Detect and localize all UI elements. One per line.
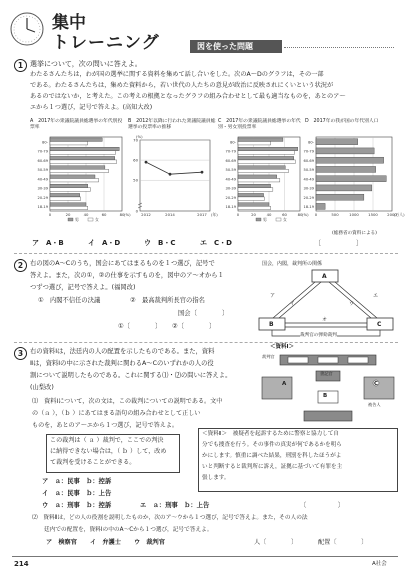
chart-B-ytick: 50 <box>133 177 138 183</box>
chart-D-category-label: 60-69 <box>303 158 314 163</box>
q1-line-5: エから１つ選び，記号で答えよ。(高知大改) <box>30 104 153 111</box>
chart-B-unit: (%) <box>136 134 143 139</box>
chart-A-category-label: 20-29 <box>37 195 48 200</box>
chart-A-bar <box>50 166 105 170</box>
chart-A-bar <box>50 175 95 179</box>
chart-C-xtick: 20 <box>251 212 256 217</box>
q3-answer-person[interactable]: 人〔 〕 <box>254 539 298 546</box>
chart-C-category-label: 40-49 <box>225 177 236 182</box>
chart-C-bar <box>238 184 271 188</box>
chart-C-category-label: 70-79 <box>225 149 236 154</box>
chart-D-xtick: 2000 <box>387 212 397 217</box>
chart-D-category-label: 50-59 <box>303 168 314 173</box>
q3-sub1-line-3: ものを，あとのア～エから１つ選び，記号で答えよ。 <box>32 422 179 429</box>
chart-A-bar <box>50 203 86 207</box>
chart-B-xtick: 2012 <box>141 212 151 217</box>
chart-C-category-label: 20-29 <box>225 195 236 200</box>
chart-D-bar <box>316 194 364 200</box>
question-2-number: 2 <box>14 259 27 272</box>
chart-A-bar <box>50 160 117 164</box>
q2-fig-box-a: A <box>322 273 327 280</box>
divider <box>14 253 398 254</box>
chart-D-category-label: 20-29 <box>303 195 314 200</box>
q3-sub2-choice-u: ウ 裁判官 <box>134 539 165 546</box>
chart-A-bar <box>50 188 91 192</box>
chart-C-bar <box>238 166 285 170</box>
chart-C-legend-female: 女 <box>283 217 287 222</box>
chart-D-bar <box>316 203 325 209</box>
q1-line-3: である。わたるさんたちは，集めた資料から，若い世代の人たちの意見が政治に反映されにくいという状況が <box>30 82 334 89</box>
chart-C-bar <box>238 151 295 155</box>
chart-D-unit: (万人) <box>394 212 405 217</box>
q3-sub2-line-1: ⑵ 資料Ⅱは，どの人の役割を説明したものか，次のア～ウから１つ選び，記号で答えよ。また，その人の法 <box>32 515 308 521</box>
q2-fig-label-u: ウ <box>349 301 355 307</box>
footer-rule <box>12 556 398 557</box>
q3-choice-e: エ ａ：刑事 ｂ：上告 <box>140 502 210 509</box>
q1-line-1: 選挙について，次の問いに答えよ。 <box>30 60 142 68</box>
q3-answer-1[interactable]: 〔 〕 <box>300 502 345 509</box>
q3-line-3: 割について説明したものである。これに関する⑴・⑵の問いに答えよ。 <box>30 372 232 379</box>
chart-D-category-label: 80- <box>308 140 314 145</box>
chart-D-bar <box>316 139 358 145</box>
chart-A-xtick: 60 <box>101 212 107 217</box>
quote-line-1: この裁判は（ ａ ）裁判で，ここでの判決 <box>50 437 164 444</box>
chart-C-legend-swatch <box>256 218 261 221</box>
chart-A-category-label: 80- <box>42 140 48 145</box>
chart-D-bar <box>316 166 376 172</box>
chart-C-bar <box>238 156 294 160</box>
chart-A-unit: (%) <box>124 212 131 217</box>
chart-D-category-label: 70-79 <box>303 149 314 154</box>
chart-c-title: C 2017年の衆議院議員総選挙の年代別・男女別投票率 <box>218 119 301 131</box>
courtroom-label-c: C <box>374 381 379 387</box>
q3-sub1-line-1: ⑴ 資料Ⅰについて，次の文は，この裁判についての説明である。文中 <box>32 398 223 405</box>
chart-D-category-label: 18-19 <box>303 205 314 210</box>
chart-A-bar <box>50 147 119 151</box>
chart-A-category-label: 60-69 <box>37 158 48 163</box>
chart-b-title: B 2012年以降に行われた衆議院議員総選挙の投票率の推移 <box>128 119 216 131</box>
chart-A-legend-swatch <box>88 218 93 221</box>
shiryo1-label: ＜資料Ⅰ＞ <box>270 344 295 350</box>
chart-A-category-label: 18-19 <box>37 205 48 210</box>
chart-C-bar <box>238 188 273 192</box>
section-title: 図を使った問題 <box>197 42 253 51</box>
chart-d-title: D 2017年の我が国の年代別人口 <box>305 119 379 124</box>
chart-source: (総務省の資料による) <box>332 231 377 236</box>
chart-B-ytick: 60 <box>133 157 138 163</box>
chart-D-bar <box>316 185 372 191</box>
chart-A-category-label: 40-49 <box>37 177 48 182</box>
q3-line-2: Ⅱは，資料Ⅰの中に示された裁判に関わるA～Cのいずれかの人の役 <box>30 360 214 367</box>
chart-C-bar <box>238 169 288 173</box>
courtroom-label-defendant: 被告人 <box>368 402 381 407</box>
chart-C-bar <box>238 203 269 207</box>
chart-A-bar <box>50 193 80 197</box>
q2-fig-label-e: エ <box>373 293 379 299</box>
chart-C-xtick: 60 <box>282 212 287 217</box>
chart-C-bar <box>238 193 264 197</box>
q1-line-4: あるのではないか，と考えた。この考えの根拠となったグラフの組み合わせとして最も適当なものを，あとのア～ <box>30 93 346 100</box>
shiryo2-line-4: いと判断すると裁判所に訴え，証拠に基づいて有罪を主 <box>202 464 343 470</box>
q3-sub2-choice-i: イ 弁護士 <box>90 539 121 546</box>
chart-B-ytick: 70 <box>133 137 138 143</box>
chart-C-bar <box>238 138 283 142</box>
quote-line-3: て裁判を受けることができる。 <box>50 459 136 466</box>
q1-choice-u: ウ B・C <box>144 239 176 247</box>
q3-line-1: 右の資料Ⅰは，法廷内の人の配置を示したものである。また，資料 <box>30 348 215 355</box>
chart-B-xtick: 2017 <box>197 212 207 217</box>
q1-choice-e: エ C・D <box>200 239 232 247</box>
courtroom-label-a: A <box>282 381 287 387</box>
chart-C-category-label: 18-19 <box>225 205 236 210</box>
q3-choice-a: ア ａ：民事 ｂ：控訴 <box>42 478 112 485</box>
chart-A-bar <box>50 156 115 160</box>
q2-line-1: 右の図のA～Cのうち，国会にあてはまるものを１つ選び，記号で <box>30 260 215 267</box>
chart-A-legend-female: 女 <box>95 217 99 222</box>
q2-answer-kokkai[interactable]: 国会〔 〕 <box>178 310 229 317</box>
chart-A-bar <box>50 206 88 210</box>
q3-sub2-choice-a: ア 検察官 <box>46 539 77 546</box>
q2-fig-label-o: オ <box>322 317 328 323</box>
q2-fig-box-c: C <box>377 321 382 328</box>
chart-D-xtick: 500 <box>331 212 339 217</box>
chart-A-bar <box>50 169 109 173</box>
q2-figure-title: 国会，内閣，裁判所の関係 <box>262 261 323 267</box>
chart-C-bar <box>238 206 271 210</box>
chart-C-category-label: 60-69 <box>225 158 236 163</box>
shiryo2-line-1: ＜資料Ⅱ＞ 被疑者を起訴するために警察と協力して自 <box>202 431 340 437</box>
chart-A-legend-swatch <box>68 218 73 221</box>
page-title-line2: トレーニング <box>52 33 160 53</box>
chart-C-xtick: 80 <box>297 212 303 217</box>
chart-B-ytick: 0 <box>135 208 138 214</box>
chart-D-xtick: 1000 <box>349 212 359 217</box>
courtroom-label-clerk: 書記官 <box>320 371 333 376</box>
chart-B-point <box>145 161 148 164</box>
chart-C-bar <box>238 178 280 182</box>
chart-A-xtick: 40 <box>83 212 89 217</box>
chart-A-bar <box>50 138 102 142</box>
chart-D-category-label: 30-39 <box>303 186 314 191</box>
chart-C-bar <box>238 160 295 164</box>
q3-sub1-line-2: の（ａ ），（ｂ ）にあてはまる語句の組み合わせとして正しい <box>32 410 201 417</box>
chart-A-xtick: 80 <box>119 212 125 217</box>
chart-B-frame <box>140 140 210 211</box>
q3-sub2-line-2: 廷内での配置を，資料Ⅰの中のA～Cから１つ選び，記号で答えよ。 <box>44 527 213 533</box>
q2-item-2: ② 最高裁判所長官の指名 <box>130 297 205 304</box>
shiryo2-line-3: かにします。慎重に調べた結果，刑罰を科したほうがよ <box>202 453 342 459</box>
q2-answer-1[interactable]: ①〔 〕 <box>118 323 162 330</box>
chart-B-xlabel: (年) <box>211 212 218 217</box>
question-3-number: 3 <box>14 347 27 360</box>
chart-A-bar <box>50 184 88 188</box>
q2-item-1: ① 内閣不信任の決議 <box>38 297 101 304</box>
chart-A-bar <box>50 151 116 155</box>
chart-C-xtick: 40 <box>266 212 272 217</box>
chart-A-category-label: 30-39 <box>37 186 48 191</box>
chart-A-category-label: 50-59 <box>37 168 48 173</box>
chart-A-xtick: 20 <box>65 212 71 217</box>
q1-answer-box[interactable]: 〔 〕 <box>314 239 363 247</box>
q2-figure <box>255 268 400 340</box>
chart-D-category-label: 40-49 <box>303 177 314 182</box>
footer-label: A社会 <box>372 561 387 567</box>
q1-choice-a: ア A・B <box>32 239 64 247</box>
question-1-number: 1 <box>14 59 27 72</box>
q3-line-4: (山梨改) <box>30 384 54 391</box>
chart-C-legend-male: 男 <box>263 217 267 222</box>
chart-B-point <box>169 173 172 176</box>
q2-fig-bottom: 裁判官の弾劾裁判 <box>300 333 337 338</box>
chart-A-category-label: 70-79 <box>37 149 48 154</box>
q1-line-2: わたるさんたちは，わが国の選挙に関する資料を集めて話し合いをした。次のA～Dのグラフは，その一部 <box>30 71 324 78</box>
chart-D-bar <box>316 157 384 163</box>
page-number: 214 <box>14 560 29 568</box>
q2-fig-label-a: ア <box>270 293 276 299</box>
shiryo2-line-5: 張します。 <box>202 475 230 481</box>
chart-C-category-label: 80- <box>230 140 236 145</box>
chart-C-xtick: 0 <box>236 212 240 217</box>
chart-C-bar <box>238 197 264 201</box>
q2-fig-box-b: B <box>269 321 274 328</box>
quote-line-2: に納得できない場合は，（ ｂ ）して，改め <box>50 448 167 455</box>
chart-D-xtick: 0 <box>314 212 318 217</box>
q2-fig-label-i: イ <box>290 301 296 307</box>
chart-A-bar <box>50 141 88 145</box>
chart-C-bar <box>238 175 277 179</box>
q3-answer-place[interactable]: 配置〔 〕 <box>318 539 368 546</box>
chart-D-bar <box>316 148 374 154</box>
courtroom-figure <box>258 353 398 427</box>
q3-choice-u: ウ ａ：刑事 ｂ：控訴 <box>42 502 112 509</box>
chart-C-unit: (%) <box>302 212 309 217</box>
q3-choice-i: イ ａ：民事 ｂ：上告 <box>42 490 112 497</box>
chart-C-category-label: 30-39 <box>225 186 236 191</box>
divider <box>14 342 398 343</box>
chart-D-xtick: 1500 <box>368 212 378 217</box>
page-title-line1: 集中 <box>52 13 86 33</box>
courtroom-label-b: B <box>323 393 328 399</box>
chart-a-title: A 2017年の衆議院議員総選挙の年代別投票率 <box>30 119 123 131</box>
chart-A-bar <box>50 197 81 201</box>
chart-C-category-label: 50-59 <box>225 168 236 173</box>
shiryo2-line-2: 分でも捜査を行う。その事件の真実が何であるかを明ら <box>202 442 342 448</box>
chart-A-bar <box>50 178 99 182</box>
chart-C-bar <box>238 147 298 151</box>
courtroom-label-judge: 裁判官 <box>262 354 275 359</box>
q2-line-3: つずつ選び，記号で答えよ。(福岡改) <box>30 284 136 291</box>
chart-B-point <box>201 171 204 174</box>
chart-C-legend-swatch <box>276 218 281 221</box>
q2-line-2: 答えよ。また，次の①，②の仕事を示すものを，図中のア～オから１ <box>30 272 224 279</box>
chart-A-legend-male: 男 <box>75 217 79 222</box>
chart-A-xtick: 0 <box>48 212 52 217</box>
q1-choice-i: イ A・D <box>88 239 121 247</box>
chart-C-bar <box>238 141 271 145</box>
q2-answer-2[interactable]: ②〔 〕 <box>172 323 216 330</box>
chart-B-xtick: 2014 <box>165 212 175 217</box>
chart-D-bar <box>316 176 386 182</box>
